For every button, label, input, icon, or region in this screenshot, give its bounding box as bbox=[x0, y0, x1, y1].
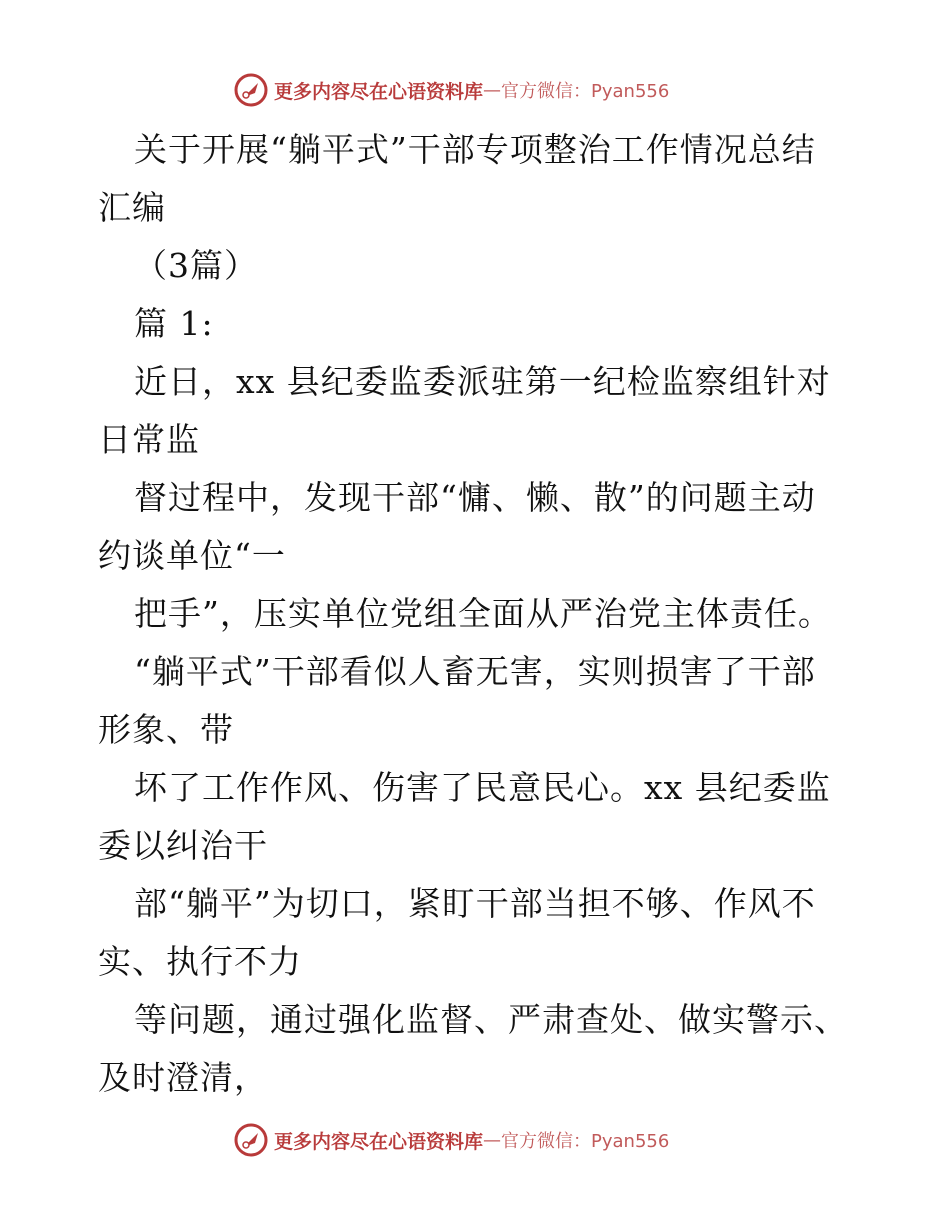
paragraph-line: 约谈单位“一 bbox=[98, 536, 286, 575]
paragraph-line: 等问题，通过强化监督、严肃查处、做实警示、 bbox=[134, 1000, 848, 1039]
quill-logo-icon bbox=[234, 1123, 268, 1157]
paragraph-line: 部“躺平”为切口，紧盯干部当担不够、作风不 bbox=[134, 884, 816, 923]
paragraph-line: 坏了工作作风、伤害了民意民心。xx 县纪委监 bbox=[134, 768, 831, 807]
quill-logo-icon bbox=[234, 73, 268, 107]
document-title-continued: 汇编 bbox=[98, 188, 166, 227]
footer-banner bbox=[234, 1122, 669, 1158]
document-body bbox=[98, 121, 858, 1107]
document-subtitle: （3篇） bbox=[134, 246, 258, 285]
paragraph-line: “躺平式”干部看似人畜无害，实则损害了干部 bbox=[134, 652, 816, 691]
section-heading: 篇 1: bbox=[134, 304, 214, 343]
paragraph-line: 把手”，压实单位党组全面从严治党主体责任。 bbox=[134, 594, 832, 633]
paragraph-line: 近日，xx 县纪委监委派驻第一纪检监察组针对 bbox=[134, 362, 831, 401]
banner-wechat: 官方微信：Pyan556 bbox=[501, 1131, 670, 1152]
banner-separator: — bbox=[483, 79, 502, 101]
paragraph-line: 形象、带 bbox=[98, 710, 234, 749]
paragraph-line: 及时澄清， bbox=[98, 1058, 268, 1097]
banner-text: 更多内容尽在心语资料库 bbox=[274, 1130, 484, 1153]
paragraph-line: 日常监 bbox=[98, 420, 200, 459]
banner-separator: — bbox=[483, 1129, 502, 1151]
paragraph-line: 委以纠治干 bbox=[98, 826, 268, 865]
document-title: 关于开展“躺平式”干部专项整治工作情况总结 bbox=[134, 130, 816, 169]
paragraph-line: 实、执行不力 bbox=[98, 942, 302, 981]
paragraph-line: 督过程中，发现干部“慵、懒、散”的问题主动 bbox=[134, 478, 816, 517]
banner-wechat: 官方微信：Pyan556 bbox=[501, 81, 670, 102]
banner-text: 更多内容尽在心语资料库 bbox=[274, 80, 484, 103]
header-banner bbox=[234, 72, 669, 108]
